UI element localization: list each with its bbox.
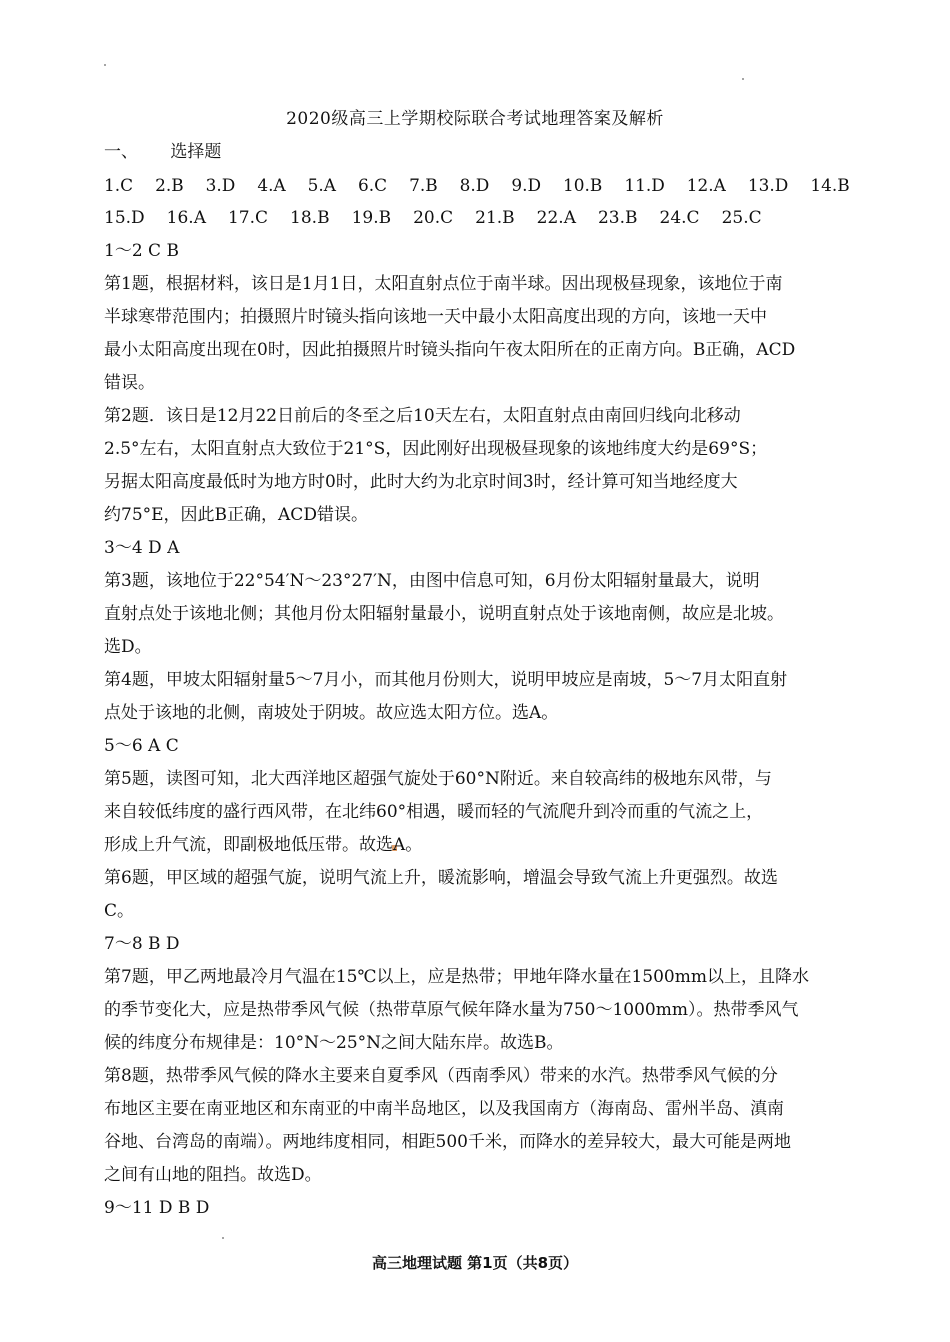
answer-item: 12.A xyxy=(686,175,726,195)
answer-item: 15.D xyxy=(104,208,145,228)
answer-item: 18.B xyxy=(290,208,330,228)
document-title: 2020级高三上学期校际联合考试地理答案及解析 xyxy=(286,109,664,129)
answer-item: 21.B xyxy=(475,208,515,228)
text-line: 之间有山地的阻挡。故选D。 xyxy=(104,1165,322,1185)
answer-key-row xyxy=(104,202,848,235)
document-body xyxy=(104,136,848,1225)
answer-item: 4.A xyxy=(257,175,286,195)
scan-speck xyxy=(104,64,106,66)
text-line: 直射点处于该地北侧；其他月份太阳辐射量最小，说明直射点处于该地南侧，故应是北坡。 xyxy=(104,604,784,624)
text-line: 第3题，该地位于22°54′N～23°27′N，由图中信息可知，6月份太阳辐射量最大，说明 xyxy=(104,571,760,591)
answer-item: 3.D xyxy=(205,175,236,195)
text-line: 形成上升气流，即副极地低压带。故选A。 xyxy=(104,835,423,855)
text-line: 第4题，甲坡太阳辐射量5～7月小，而其他月份则大，说明甲坡应是南坡，5～7月太阳直射 xyxy=(104,670,788,690)
answer-item: 10.B xyxy=(563,175,603,195)
answer-item: 20.C xyxy=(413,208,454,228)
text-line: 7～8 B D xyxy=(104,934,180,954)
text-line: 1～2 C B xyxy=(104,241,179,261)
text-line: 半球寒带范围内；拍摄照片时镜头指向该地一天中最小太阳高度出现的方向，该地一天中 xyxy=(104,307,767,327)
text-line: 最小太阳高度出现在0时，因此拍摄照片时镜头指向午夜太阳所在的正南方向。B正确，ACD xyxy=(104,340,796,360)
text-line: C。 xyxy=(104,901,135,921)
text-line: 约75°E，因此B正确，ACD错误。 xyxy=(104,505,368,525)
text-line: 第7题，甲乙两地最冷月气温在15℃以上，应是热带；甲地年降水量在1500mm以上，且降水 xyxy=(104,967,809,987)
text-line: 来自较低纬度的盛行西风带，在北纬60°相遇，暖而轻的气流爬升到冷而重的气流之上， xyxy=(104,802,764,822)
page-footer: 高三地理试题 第1页（共8页） xyxy=(371,1254,579,1272)
text-line: 第1题，根据材料，该日是1月1日，太阳直射点位于南半球。因出现极昼现象，该地位于南 xyxy=(104,274,783,294)
explanation-lines xyxy=(104,235,848,1225)
text-line: 第8题，热带季风气候的降水主要来自夏季风（西南季风）带来的水汽。热带季风气候的分 xyxy=(104,1066,778,1086)
scan-speck xyxy=(742,78,744,80)
section-heading: 一、 选择题 xyxy=(104,142,222,162)
answer-item: 1.C xyxy=(104,175,134,195)
answer-item: 19.B xyxy=(351,208,392,228)
answer-item: 13.D xyxy=(747,175,789,195)
answer-item: 8.D xyxy=(459,175,490,195)
answer-item: 24.C xyxy=(659,208,700,228)
text-line: 错误。 xyxy=(104,373,155,393)
text-line: 另据太阳高度最低时为地方时0时，此时大约为北京时间3时，经计算可知当地经度大 xyxy=(104,472,738,492)
text-line: 第5题，读图可知，北大西洋地区超强气旋处于60°N附近。来自较高纬的极地东风带，与 xyxy=(104,769,772,789)
text-line: 选D。 xyxy=(104,637,152,657)
answer-item: 9.D xyxy=(511,175,542,195)
text-line: 第6题，甲区域的超强气旋，说明气流上升，暖流影响，增温会导致气流上升更强烈。故选 xyxy=(104,868,778,888)
scan-speck xyxy=(222,1237,224,1239)
answer-item: 5.A xyxy=(307,175,337,195)
text-line: 9～11 D B D xyxy=(104,1198,210,1218)
answer-item: 14.B xyxy=(810,175,850,195)
answer-key-row xyxy=(104,169,848,202)
text-line: 3～4 D A xyxy=(104,538,180,558)
text-line: 候的纬度分布规律是：10°N～25°N之间大陆东岸。故选B。 xyxy=(104,1033,564,1053)
text-line: 第2题．该日是12月22日前后的冬至之后10天左右，太阳直射点由南回归线向北移动 xyxy=(104,406,741,426)
answer-item: 7.B xyxy=(409,175,438,195)
answer-item: 23.B xyxy=(597,208,638,228)
answer-item: 2.B xyxy=(155,175,184,195)
answer-item: 22.A xyxy=(536,208,576,228)
text-line: 2.5°左右，太阳直射点大致位于21°S，因此刚好出现极昼现象的该地纬度大约是69°S； xyxy=(104,439,768,459)
answer-item: 6.C xyxy=(358,175,388,195)
answer-item: 11.D xyxy=(624,175,665,195)
text-line: 的季节变化大，应是热带季风气候（热带草原气候年降水量为750～1000mm）。热带季风气 xyxy=(104,1000,799,1020)
text-line: 5～6 A C xyxy=(104,736,179,756)
text-line: 点处于该地的北侧，南坡处于阴坡。故应选太阳方位。选A。 xyxy=(104,703,559,723)
answer-item: 25.C xyxy=(721,208,762,228)
text-line: 谷地、台湾岛的南端）。两地纬度相同，相距500千米，而降水的差异较大，最大可能是两地 xyxy=(104,1132,791,1152)
answer-item: 16.A xyxy=(166,208,206,228)
text-line: 布地区主要在南亚地区和东南亚的中南半岛地区，以及我国南方（海南岛、雷州半岛、滇南 xyxy=(104,1099,784,1119)
answer-item: 17.C xyxy=(227,208,269,228)
